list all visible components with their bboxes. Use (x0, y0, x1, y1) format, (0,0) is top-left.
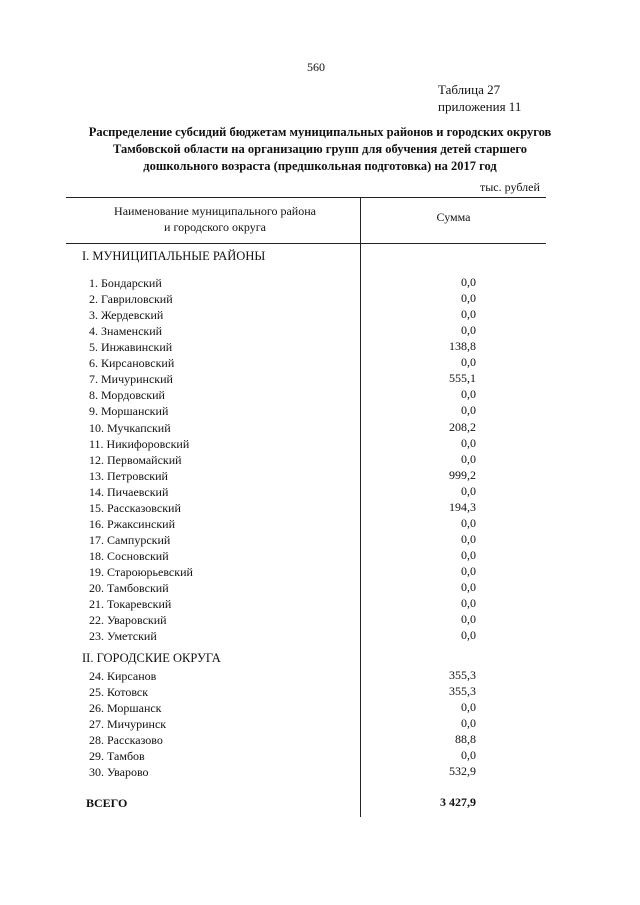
table-row-value: 0,0 (461, 580, 476, 594)
table-row-value: 0,0 (461, 307, 476, 322)
table-row-value: 0,0 (461, 387, 476, 402)
table-row-name: 18. Сосновский (89, 548, 169, 563)
table-row-name: 17. Сампурский (89, 532, 171, 547)
table-row-value: 0,0 (461, 275, 476, 289)
table-header-rule (66, 243, 546, 244)
table-row-value: 355,3 (449, 684, 476, 698)
table-row-value: 999,2 (449, 467, 476, 482)
table-row-name: 26. Моршанск (89, 701, 162, 716)
table-row-name: 30. Уварово (89, 765, 149, 780)
table-row-value: 0,0 (461, 716, 476, 731)
title-line-3: дошкольного возраста (предшкольная подготовка) на 2017 год (143, 159, 497, 173)
table-row-value: 194,3 (449, 499, 476, 514)
table-row-name: 1. Бондарский (89, 276, 162, 290)
appendix-number: приложения 11 (438, 99, 522, 114)
table-row-value: 0,0 (461, 355, 476, 370)
table-column-divider (360, 197, 361, 817)
table-row-value: 0,0 (461, 451, 476, 466)
table-number: Таблица 27 (438, 82, 501, 97)
table-row-name: 2. Гавриловский (89, 292, 173, 307)
table-row-name: 11. Никифоровский (89, 436, 190, 451)
document-title (60, 124, 580, 175)
table-row-name: 24. Кирсанов (89, 669, 157, 683)
table-top-rule (66, 197, 546, 198)
table-row-name: 8. Мордовский (89, 388, 165, 403)
total-label: ВСЕГО (86, 796, 128, 810)
table-row-value: 0,0 (461, 291, 476, 306)
table-row-name: 4. Знаменский (89, 324, 163, 339)
table-row-value: 0,0 (461, 483, 476, 498)
table-row-name: 19. Староюрьевский (89, 564, 193, 579)
column-header-sum: Сумма (436, 210, 471, 224)
section-title: I. МУНИЦИПАЛЬНЫЕ РАЙОНЫ (82, 249, 266, 263)
table-row-value: 0,0 (461, 700, 476, 715)
table-row-value: 0,0 (461, 612, 476, 626)
column-header-name (70, 203, 360, 235)
table-row-name: 16. Ржаксинский (89, 516, 175, 531)
table-row-value: 0,0 (461, 563, 476, 578)
table-row-name: 14. Пичаевский (89, 484, 169, 499)
table-row-name: 25. Котовск (89, 685, 149, 699)
table-row-name: 27. Мичуринск (89, 717, 167, 732)
table-row-value: 0,0 (461, 628, 476, 643)
table-row-name: 9. Моршанский (89, 404, 169, 419)
table-row-name: 3. Жердевский (89, 308, 164, 323)
table-row-value: 88,8 (455, 732, 476, 747)
table-row-value: 138,8 (449, 339, 476, 354)
table-row-name: 29. Тамбов (89, 749, 145, 764)
title-line-2: Тамбовской области на организацию групп для обучения детей старшего (112, 142, 528, 156)
table-row-value: 555,1 (449, 371, 476, 386)
units-label: тыс. рублей (480, 180, 540, 194)
column-header-name-line-1: Наименование муниципального района (114, 204, 316, 218)
section-title: II. ГОРОДСКИЕ ОКРУГА (82, 651, 221, 665)
table-row-name: 22. Уваровский (89, 613, 167, 627)
table-row-name: 21. Токаревский (89, 597, 172, 611)
table-row-name: 23. Уметский (89, 629, 157, 644)
table-row-value: 0,0 (461, 596, 476, 610)
table-row-name: 13. Петровский (89, 468, 168, 483)
title-line-1: Распределение субсидий бюджетам муниципальных районов и городских округов (88, 125, 552, 139)
table-row-name: 28. Рассказово (89, 733, 163, 748)
table-row-name: 20. Тамбовский (89, 581, 169, 595)
table-row-name: 10. Мучкапский (89, 420, 171, 435)
table-row-name: 15. Рассказовский (89, 500, 181, 515)
table-row-value: 0,0 (461, 515, 476, 530)
table-row-value: 0,0 (461, 435, 476, 450)
total-value: 3 427,9 (440, 795, 476, 809)
table-row-value: 0,0 (461, 748, 476, 763)
table-row-value: 355,3 (449, 668, 476, 682)
table-row-name: 12. Первомайский (89, 452, 182, 467)
table-row-value: 0,0 (461, 323, 476, 338)
table-row-name: 6. Кирсановский (89, 356, 175, 371)
table-row-value: 0,0 (461, 403, 476, 418)
table-row-name: 7. Мичуринский (89, 372, 173, 387)
column-header-name-line-2: и городского округа (164, 220, 266, 234)
table-row-value: 0,0 (461, 531, 476, 546)
page-number: 560 (307, 60, 325, 74)
table-row-value: 208,2 (449, 419, 476, 434)
table-row-value: 532,9 (449, 764, 476, 779)
table-row-name: 5. Инжавинский (89, 340, 173, 355)
table-row-value: 0,0 (461, 547, 476, 562)
